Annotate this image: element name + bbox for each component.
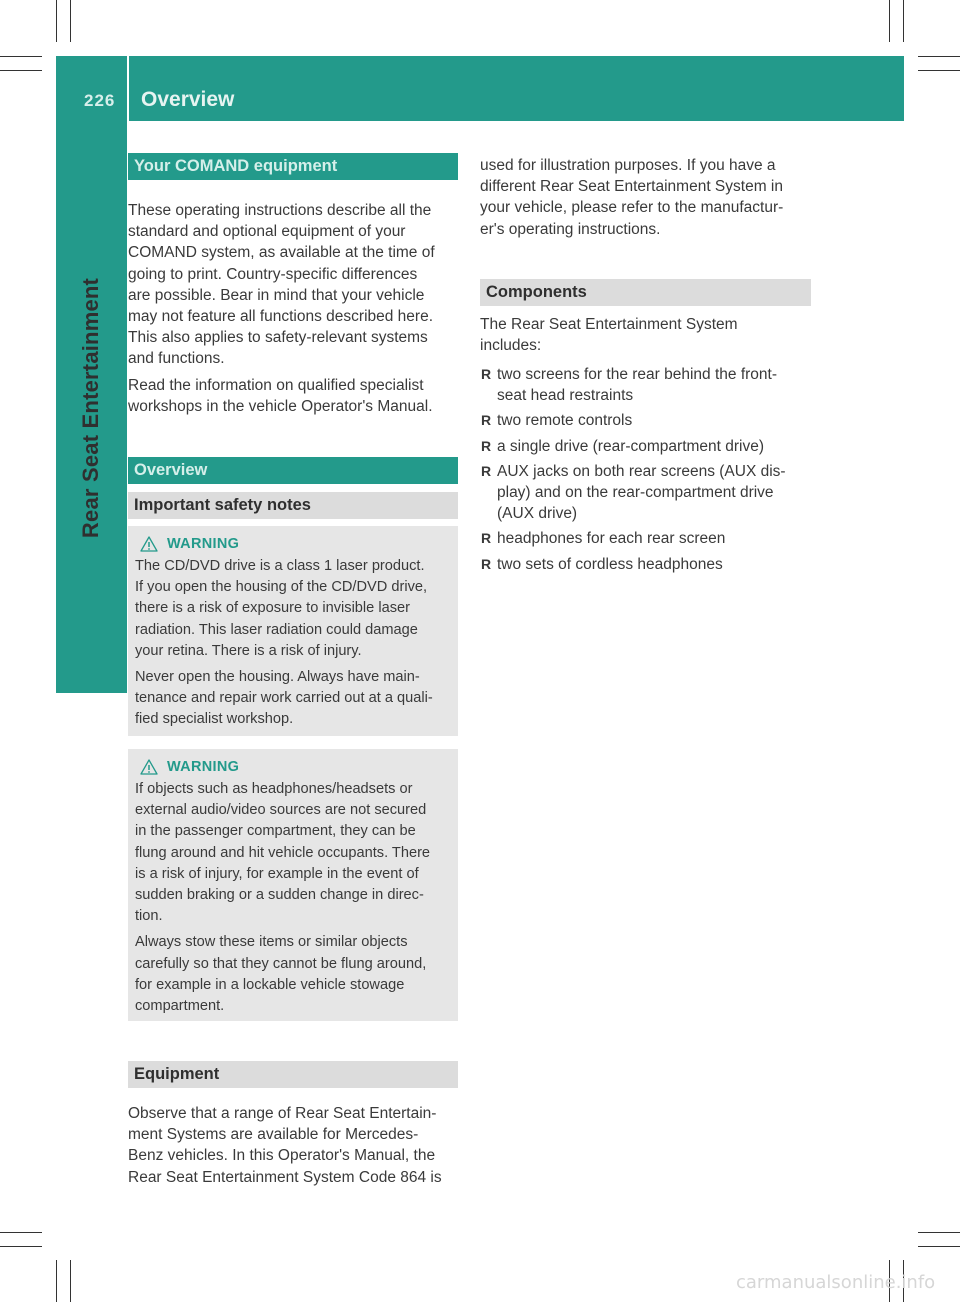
heading-equipment: Equipment bbox=[128, 1061, 458, 1088]
list-item bbox=[481, 364, 821, 406]
text-line: standard and optional equipment of your bbox=[128, 223, 406, 241]
heading-your-comand-equipment: Your COMAND equipment bbox=[128, 153, 458, 180]
text-line: your retina. There is a risk of injury. bbox=[135, 642, 362, 659]
bullet-icon: R bbox=[481, 555, 492, 572]
text-line: a single drive (rear-compartment drive) bbox=[497, 437, 765, 455]
text-line: carefully so that they cannot be flung around, bbox=[135, 955, 427, 972]
list-item bbox=[481, 554, 821, 575]
list-item bbox=[481, 436, 821, 457]
text-line: used for illustration purposes. If you have a bbox=[480, 157, 776, 174]
crop-mark bbox=[0, 70, 42, 71]
text-line: may not feature all functions described here. bbox=[128, 308, 434, 326]
text-line: er's operating instructions. bbox=[480, 220, 661, 238]
text-line: for example in a lockable vehicle stowage bbox=[135, 976, 405, 993]
text-line: tenance and repair work carried out at a quali- bbox=[135, 690, 433, 707]
text-line: compartment. bbox=[135, 998, 225, 1015]
text-line: The CD/DVD drive is a class 1 laser product. bbox=[135, 558, 425, 574]
text-line: there is a risk of exposure to invisible laser bbox=[135, 600, 410, 617]
bullet-icon: R bbox=[481, 530, 492, 547]
text-line: Always stow these items or similar objects bbox=[135, 934, 408, 951]
bullet-icon: R bbox=[481, 412, 492, 429]
comand-paragraph-1 bbox=[128, 200, 468, 370]
heading-components: Components bbox=[480, 279, 811, 306]
warning-text bbox=[135, 667, 451, 731]
crop-mark bbox=[56, 0, 57, 42]
side-tab-label: Rear Seat Entertainment bbox=[78, 277, 103, 539]
heading-overview: Overview bbox=[128, 457, 458, 484]
text-line: Benz vehicles. In this Operator's Manual, the bbox=[128, 1147, 436, 1165]
text-line: going to print. Country-specific differences bbox=[128, 265, 418, 283]
text-line: COMAND system, as available at the time of bbox=[128, 244, 435, 262]
text-line: different Rear Seat Entertainment System in bbox=[480, 178, 783, 196]
text-line: This also applies to safety-relevant systems bbox=[128, 329, 428, 347]
text-line: includes: bbox=[480, 337, 542, 355]
text-line: headphones for each rear screen bbox=[497, 530, 726, 548]
text-line: The Rear Seat Entertainment System bbox=[480, 316, 738, 333]
warning-title: WARNING bbox=[167, 536, 240, 552]
text-line: external audio/video sources are not secured bbox=[135, 802, 427, 819]
crop-mark bbox=[70, 1260, 71, 1302]
crop-mark bbox=[70, 0, 71, 42]
text-line: ment Systems are available for Mercedes- bbox=[128, 1126, 419, 1144]
text-line: two sets of cordless headphones bbox=[497, 555, 723, 573]
list-item bbox=[481, 528, 821, 549]
section-title: Overview bbox=[141, 88, 235, 111]
text-line: flung around and hit vehicle occupants. There bbox=[135, 844, 431, 861]
header-divider bbox=[127, 56, 129, 121]
page-number: 226 bbox=[84, 91, 116, 110]
text-line: (AUX drive) bbox=[497, 505, 578, 523]
warning-text bbox=[135, 556, 451, 662]
text-line: These operating instructions describe all the bbox=[128, 202, 432, 219]
bullet-icon: R bbox=[481, 366, 492, 382]
equipment-paragraph bbox=[128, 1103, 468, 1188]
warning-title: WARNING bbox=[167, 759, 240, 775]
warning-header bbox=[135, 533, 451, 555]
warning-triangle-icon bbox=[140, 536, 158, 552]
warning-text bbox=[135, 932, 451, 1017]
list-item bbox=[481, 410, 821, 431]
text-line: If you open the housing of the CD/DVD drive, bbox=[135, 579, 428, 596]
text-line: two screens for the rear behind the front- bbox=[497, 366, 778, 383]
crop-mark bbox=[903, 0, 904, 42]
text-line: radiation. This laser radiation could damage bbox=[135, 621, 418, 638]
text-line: Never open the housing. Always have main- bbox=[135, 669, 420, 686]
components-intro bbox=[480, 314, 820, 356]
text-line: Observe that a range of Rear Seat Entertain- bbox=[128, 1105, 437, 1122]
text-line: and functions. bbox=[128, 350, 225, 368]
text-line: fied specialist workshop. bbox=[135, 711, 294, 728]
crop-mark bbox=[0, 1232, 42, 1233]
text-line: workshops in the vehicle Operator's Manual. bbox=[128, 398, 433, 416]
text-line: seat head restraints bbox=[497, 387, 634, 405]
text-line: play) and on the rear-compartment drive bbox=[497, 484, 774, 502]
bullet-icon: R bbox=[481, 462, 492, 479]
text-line: If objects such as headphones/headsets or bbox=[135, 781, 413, 797]
text-line: tion. bbox=[135, 908, 163, 925]
text-line: your vehicle, please refer to the manufactur- bbox=[480, 199, 784, 217]
text-line: are possible. Bear in mind that your vehicle bbox=[128, 286, 425, 304]
list-item bbox=[481, 461, 821, 525]
crop-mark bbox=[889, 0, 890, 42]
text-line: sudden braking or a sudden change in direc- bbox=[135, 887, 424, 904]
watermark: carmanualsonline.info bbox=[736, 1272, 936, 1293]
crop-mark bbox=[0, 56, 42, 57]
warning-box-objects bbox=[128, 749, 458, 1021]
crop-mark bbox=[918, 56, 960, 57]
bullet-icon: R bbox=[481, 437, 492, 454]
components-list bbox=[481, 364, 821, 579]
crop-mark bbox=[918, 1232, 960, 1233]
warning-text bbox=[135, 779, 451, 927]
warning-box-laser bbox=[128, 526, 458, 736]
heading-important-safety-notes: Important safety notes bbox=[128, 492, 458, 519]
text-line: Read the information on qualified specialist bbox=[128, 377, 424, 394]
comand-paragraph-2 bbox=[128, 375, 468, 417]
crop-mark bbox=[56, 1260, 57, 1302]
crop-mark bbox=[918, 70, 960, 71]
text-line: Rear Seat Entertainment System Code 864 is bbox=[128, 1168, 442, 1186]
text-line: is a risk of injury, for example in the event of bbox=[135, 865, 419, 882]
text-line: AUX jacks on both rear screens (AUX dis- bbox=[497, 462, 786, 480]
equipment-paragraph-continued bbox=[480, 155, 820, 240]
text-line: two remote controls bbox=[497, 412, 633, 430]
crop-mark bbox=[0, 1246, 42, 1247]
text-line: in the passenger compartment, they can be bbox=[135, 823, 416, 840]
warning-triangle-icon bbox=[140, 759, 158, 775]
crop-mark bbox=[918, 1246, 960, 1247]
warning-header bbox=[135, 756, 451, 778]
